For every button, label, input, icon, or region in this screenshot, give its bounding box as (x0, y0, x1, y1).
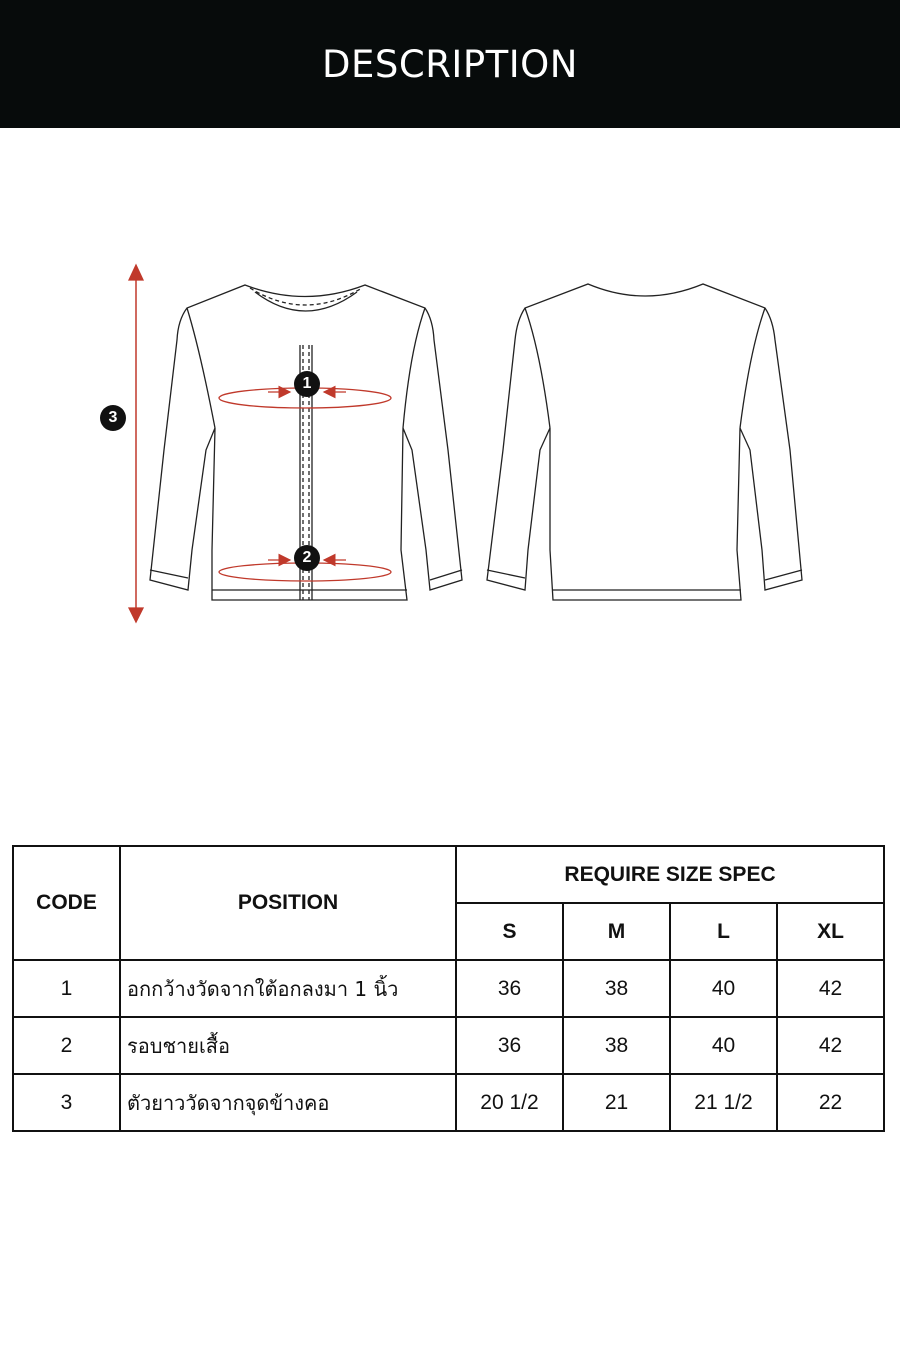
row-value: 40 (670, 960, 777, 1017)
table-row (13, 1017, 884, 1074)
size-spec-table (12, 845, 885, 1132)
table-header-row (13, 846, 884, 903)
row-position: รอบชายเสื้อ (120, 1017, 456, 1074)
row-value: 40 (670, 1017, 777, 1074)
spec-group-header: REQUIRE SIZE SPEC (456, 846, 884, 903)
row-value: 42 (777, 1017, 884, 1074)
row-value: 36 (456, 960, 563, 1017)
marker-3-label: 3 (108, 409, 118, 426)
row-code: 1 (13, 960, 120, 1017)
size-header-xl: XL (777, 903, 884, 960)
row-value: 21 1/2 (670, 1074, 777, 1131)
table-row (13, 1074, 884, 1131)
table-row (13, 960, 884, 1017)
size-header-m: M (563, 903, 670, 960)
row-value: 36 (456, 1017, 563, 1074)
row-position: ตัวยาววัดจากจุดข้างคอ (120, 1074, 456, 1131)
row-value: 42 (777, 960, 884, 1017)
row-value: 38 (563, 1017, 670, 1074)
measure-lines (129, 265, 391, 622)
code-header: CODE (13, 846, 120, 960)
garment-illustration (0, 250, 900, 640)
position-header: POSITION (120, 846, 456, 960)
size-header-l: L (670, 903, 777, 960)
row-value: 20 1/2 (456, 1074, 563, 1131)
row-value: 38 (563, 960, 670, 1017)
marker-1-label: 1 (302, 375, 312, 392)
row-code: 3 (13, 1074, 120, 1131)
marker-2-label: 2 (302, 549, 312, 566)
size-header-s: S (456, 903, 563, 960)
row-value: 21 (563, 1074, 670, 1131)
row-value: 22 (777, 1074, 884, 1131)
row-position: อกกว้างวัดจากใต้อกลงมา 1 นิ้ว (120, 960, 456, 1017)
back-view (487, 284, 802, 600)
page-title: DESCRIPTION (322, 42, 578, 86)
garment-diagram (0, 250, 900, 640)
header-bar (0, 0, 900, 128)
row-code: 2 (13, 1017, 120, 1074)
